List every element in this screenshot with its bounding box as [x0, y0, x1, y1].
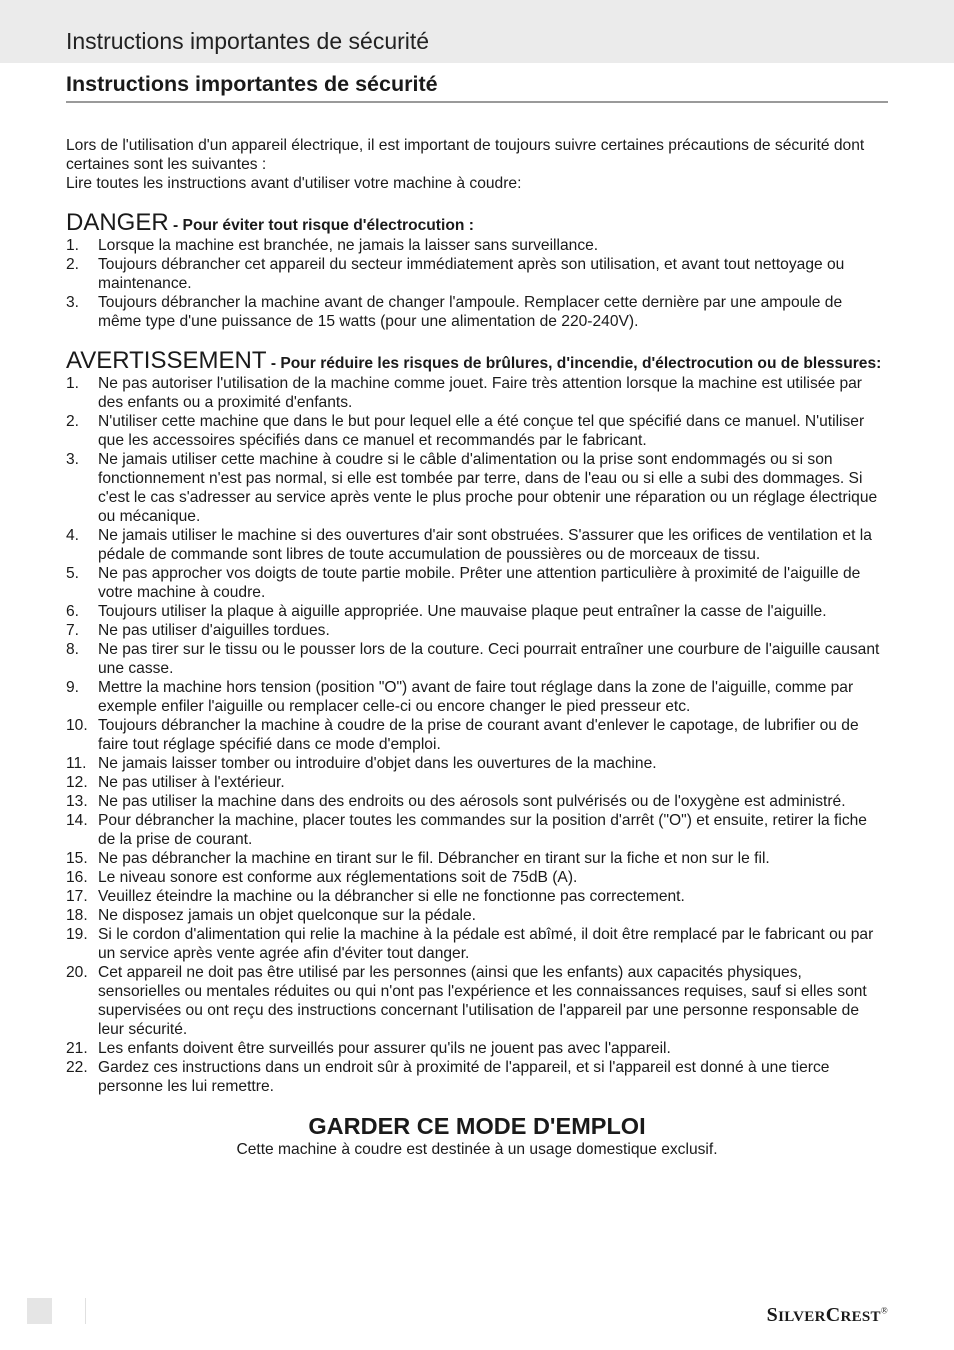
list-item-number: 3. — [66, 294, 80, 311]
intro — [66, 136, 888, 193]
list-item-number: 11. — [66, 755, 87, 772]
list-item — [66, 887, 888, 906]
list-item-number: 22. — [66, 1059, 88, 1076]
page-title: Instructions importantes de sécurité — [66, 72, 888, 103]
list-item-number: 18. — [66, 907, 88, 924]
list-item — [66, 640, 888, 678]
list-item-number: 13. — [66, 793, 88, 810]
list-item-text: Toujours débrancher la machine avant de changer l'ampoule. Remplacer cette dernière par une ampoule de même type d'une puissance de 15 watts (pour une alimentation de 220-240V). — [98, 294, 843, 330]
list-item-number: 7. — [66, 622, 80, 639]
list-item-number: 9. — [66, 679, 80, 696]
list-item — [66, 773, 888, 792]
list-item-number: 5. — [66, 565, 80, 582]
danger-list — [66, 236, 888, 331]
list-item-number: 8. — [66, 641, 80, 658]
list-item — [66, 906, 888, 925]
list-item-number: 3. — [66, 451, 80, 468]
list-item-number: 2. — [66, 413, 80, 430]
list-item-number: 1. — [66, 237, 80, 254]
warning-list — [66, 374, 888, 1096]
list-item-number: 15. — [66, 850, 88, 867]
list-item-text: Lorsque la machine est branchée, ne jamais la laisser sans surveillance. — [98, 237, 599, 254]
list-item — [66, 374, 888, 412]
intro-paragraph: Lors de l'utilisation d'un appareil électrique, il est important de toujours suivre certaines précautions de sécurité dont certaines sont les suivantes : — [66, 137, 865, 173]
list-item-text: Ne pas utiliser la machine dans des endroits ou des aérosols sont pulvérisés ou de l'oxygène est administré. — [98, 793, 846, 810]
list-item-text: Les enfants doivent être surveillés pour assurer qu'ils ne jouent pas avec l'appareil. — [98, 1040, 671, 1057]
danger-title: DANGER — [66, 209, 169, 236]
list-item-number: 21. — [66, 1040, 88, 1057]
list-item — [66, 1039, 888, 1058]
silvercrest-logo: SILVERCREST® — [766, 1304, 888, 1326]
list-item-number: 4. — [66, 527, 80, 544]
list-item-text: Pour débrancher la machine, placer toutes les commandes sur la position d'arrêt ("O") et ensuite, retirer la fiche de la prise de courant. — [98, 812, 867, 848]
list-item-text: Cet appareil ne doit pas être utilisé par les personnes (ainsi que les enfants) aux capacités physiques, sensorielles ou mentales réduites ou qui n'ont pas l'expérience et les connaissances requises, sauf si elles sont supervisées ou ont reçu des instructions concernant l'utilisation de l'appareil par une personne responsable de leur sécurité. — [98, 964, 867, 1038]
list-item-text: Ne pas débrancher la machine en tirant sur le fil. Débrancher en tirant sur la fiche et non sur le fil. — [98, 850, 770, 867]
warning-subtitle: - Pour réduire les risques de brûlures, d'incendie, d'électrocution ou de blessures: — [266, 355, 882, 372]
closing-text: Cette machine à coudre est destinée à un usage domestique exclusif. — [236, 1141, 718, 1158]
danger-heading — [66, 209, 888, 236]
list-item-text: Mettre la machine hors tension (position "O") avant de faire tout réglage dans la zone de l'aiguille, comme par exemple enfiler l'aiguille ou remplacer celle-ci ou encore changer le pied presseur etc. — [98, 679, 854, 715]
intro-paragraph: Lire toutes les instructions avant d'utiliser votre machine à coudre: — [66, 175, 522, 192]
list-item — [66, 255, 888, 293]
list-item — [66, 450, 888, 526]
list-item-number: 20. — [66, 964, 88, 981]
list-item-text: Ne pas approcher vos doigts de toute partie mobile. Prêter une attention particulière à proximité de l'aiguille de votre machine à coudre. — [98, 565, 861, 601]
document-body — [66, 136, 888, 1159]
list-item-text: Ne jamais utiliser cette machine à coudre si le câble d'alimentation ou la prise sont endommagés ou si son fonctionnement n'est pas normal, si elle est tombée par terre, dans de l'eau ou si elle a subi des dommages. Si c'est le cas s'adresser au service après vente le plus proche pour obtenir une réparation ou un réglage électrique ou mécanique. — [98, 451, 878, 525]
list-item-text: Si le cordon d'alimentation qui relie la machine à la pédale est abîmé, il doit être remplacé par le fabricant ou par un service après vente agrée afin d'éviter tout danger. — [98, 926, 874, 962]
list-item-text: Gardez ces instructions dans un endroit sûr à proximité de l'appareil, et si l'appareil est donné à une tierce personne les lui remettre. — [98, 1059, 830, 1095]
list-item — [66, 1058, 888, 1096]
list-item-text: Ne pas utiliser d'aiguilles tordues. — [98, 622, 330, 639]
list-item-number: 10. — [66, 717, 88, 734]
list-item — [66, 678, 888, 716]
header-band — [0, 0, 954, 63]
list-item-number: 17. — [66, 888, 88, 905]
header-title: Instructions importantes de sécurité — [66, 28, 430, 54]
list-item — [66, 602, 888, 621]
warning-heading — [66, 347, 888, 374]
list-item-text: Toujours débrancher la machine à coudre de la prise de courant avant d'enlever le capotage, de lubrifier ou de faire tout réglage spécifié dans ce mode d'emploi. — [98, 717, 859, 753]
list-item-number: 16. — [66, 869, 88, 886]
list-item — [66, 412, 888, 450]
list-item — [66, 849, 888, 868]
list-item-number: 12. — [66, 774, 88, 791]
list-item — [66, 526, 888, 564]
list-item-text: N'utiliser cette machine que dans le but pour lequel elle a été conçue tel que spécifié dans ce manuel. N'utiliser que les accessoires spécifiés dans ce manuel et recommandés par le fabricant. — [98, 413, 865, 449]
list-item-text: Le niveau sonore est conforme aux réglementations soit de 75dB (A). — [98, 869, 578, 886]
list-item-number: 14. — [66, 812, 88, 829]
danger-subtitle: - Pour éviter tout risque d'électrocution : — [168, 217, 474, 234]
list-item — [66, 754, 888, 773]
list-item — [66, 236, 888, 255]
list-item — [66, 792, 888, 811]
list-item-text: Veuillez éteindre la machine ou la débrancher si elle ne fonctionne pas correctement. — [98, 888, 685, 905]
list-item-text: Toujours débrancher cet appareil du secteur immédiatement après son utilisation, et avant tout nettoyage ou maintenance. — [98, 256, 845, 292]
page-number-box — [27, 1298, 52, 1324]
list-item — [66, 963, 888, 1039]
list-item-number: 6. — [66, 603, 80, 620]
list-item-text: Ne pas autoriser l'utilisation de la machine comme jouet. Faire très attention lorsque la machine est utilisée par des enfants ou a proximité d'enfants. — [98, 375, 862, 411]
closing-note — [66, 1112, 888, 1159]
warning-title: AVERTISSEMENT — [66, 347, 267, 374]
list-item — [66, 716, 888, 754]
list-item-number: 2. — [66, 256, 80, 273]
list-item — [66, 811, 888, 849]
list-item — [66, 925, 888, 963]
list-item-text: Ne jamais utiliser le machine si des ouvertures d'air sont obstruées. S'assurer que les orifices de ventilation et la pédale de commande sont libres de toute accumulation de poussières ou de morceaux de tissu. — [98, 527, 872, 563]
list-item — [66, 868, 888, 887]
list-item-number: 19. — [66, 926, 88, 943]
list-item-text: Ne pas utiliser à l'extérieur. — [98, 774, 285, 791]
list-item-text: Ne jamais laisser tomber ou introduire d'objet dans les ouvertures de la machine. — [98, 755, 657, 772]
list-item-text: Ne disposez jamais un objet quelconque sur la pédale. — [98, 907, 476, 924]
footer-divider — [85, 1298, 86, 1324]
list-item — [66, 293, 888, 331]
list-item — [66, 564, 888, 602]
list-item-number: 1. — [66, 375, 80, 392]
list-item-text: Toujours utiliser la plaque à aiguille appropriée. Une mauvaise plaque peut entraîner la casse de l'aiguille. — [98, 603, 827, 620]
closing-heading: GARDER CE MODE D'EMPLOI — [308, 1113, 646, 1139]
list-item — [66, 621, 888, 640]
list-item-text: Ne pas tirer sur le tissu ou le pousser lors de la couture. Ceci pourrait entraîner une courbure de l'aiguille causant une casse. — [98, 641, 880, 677]
